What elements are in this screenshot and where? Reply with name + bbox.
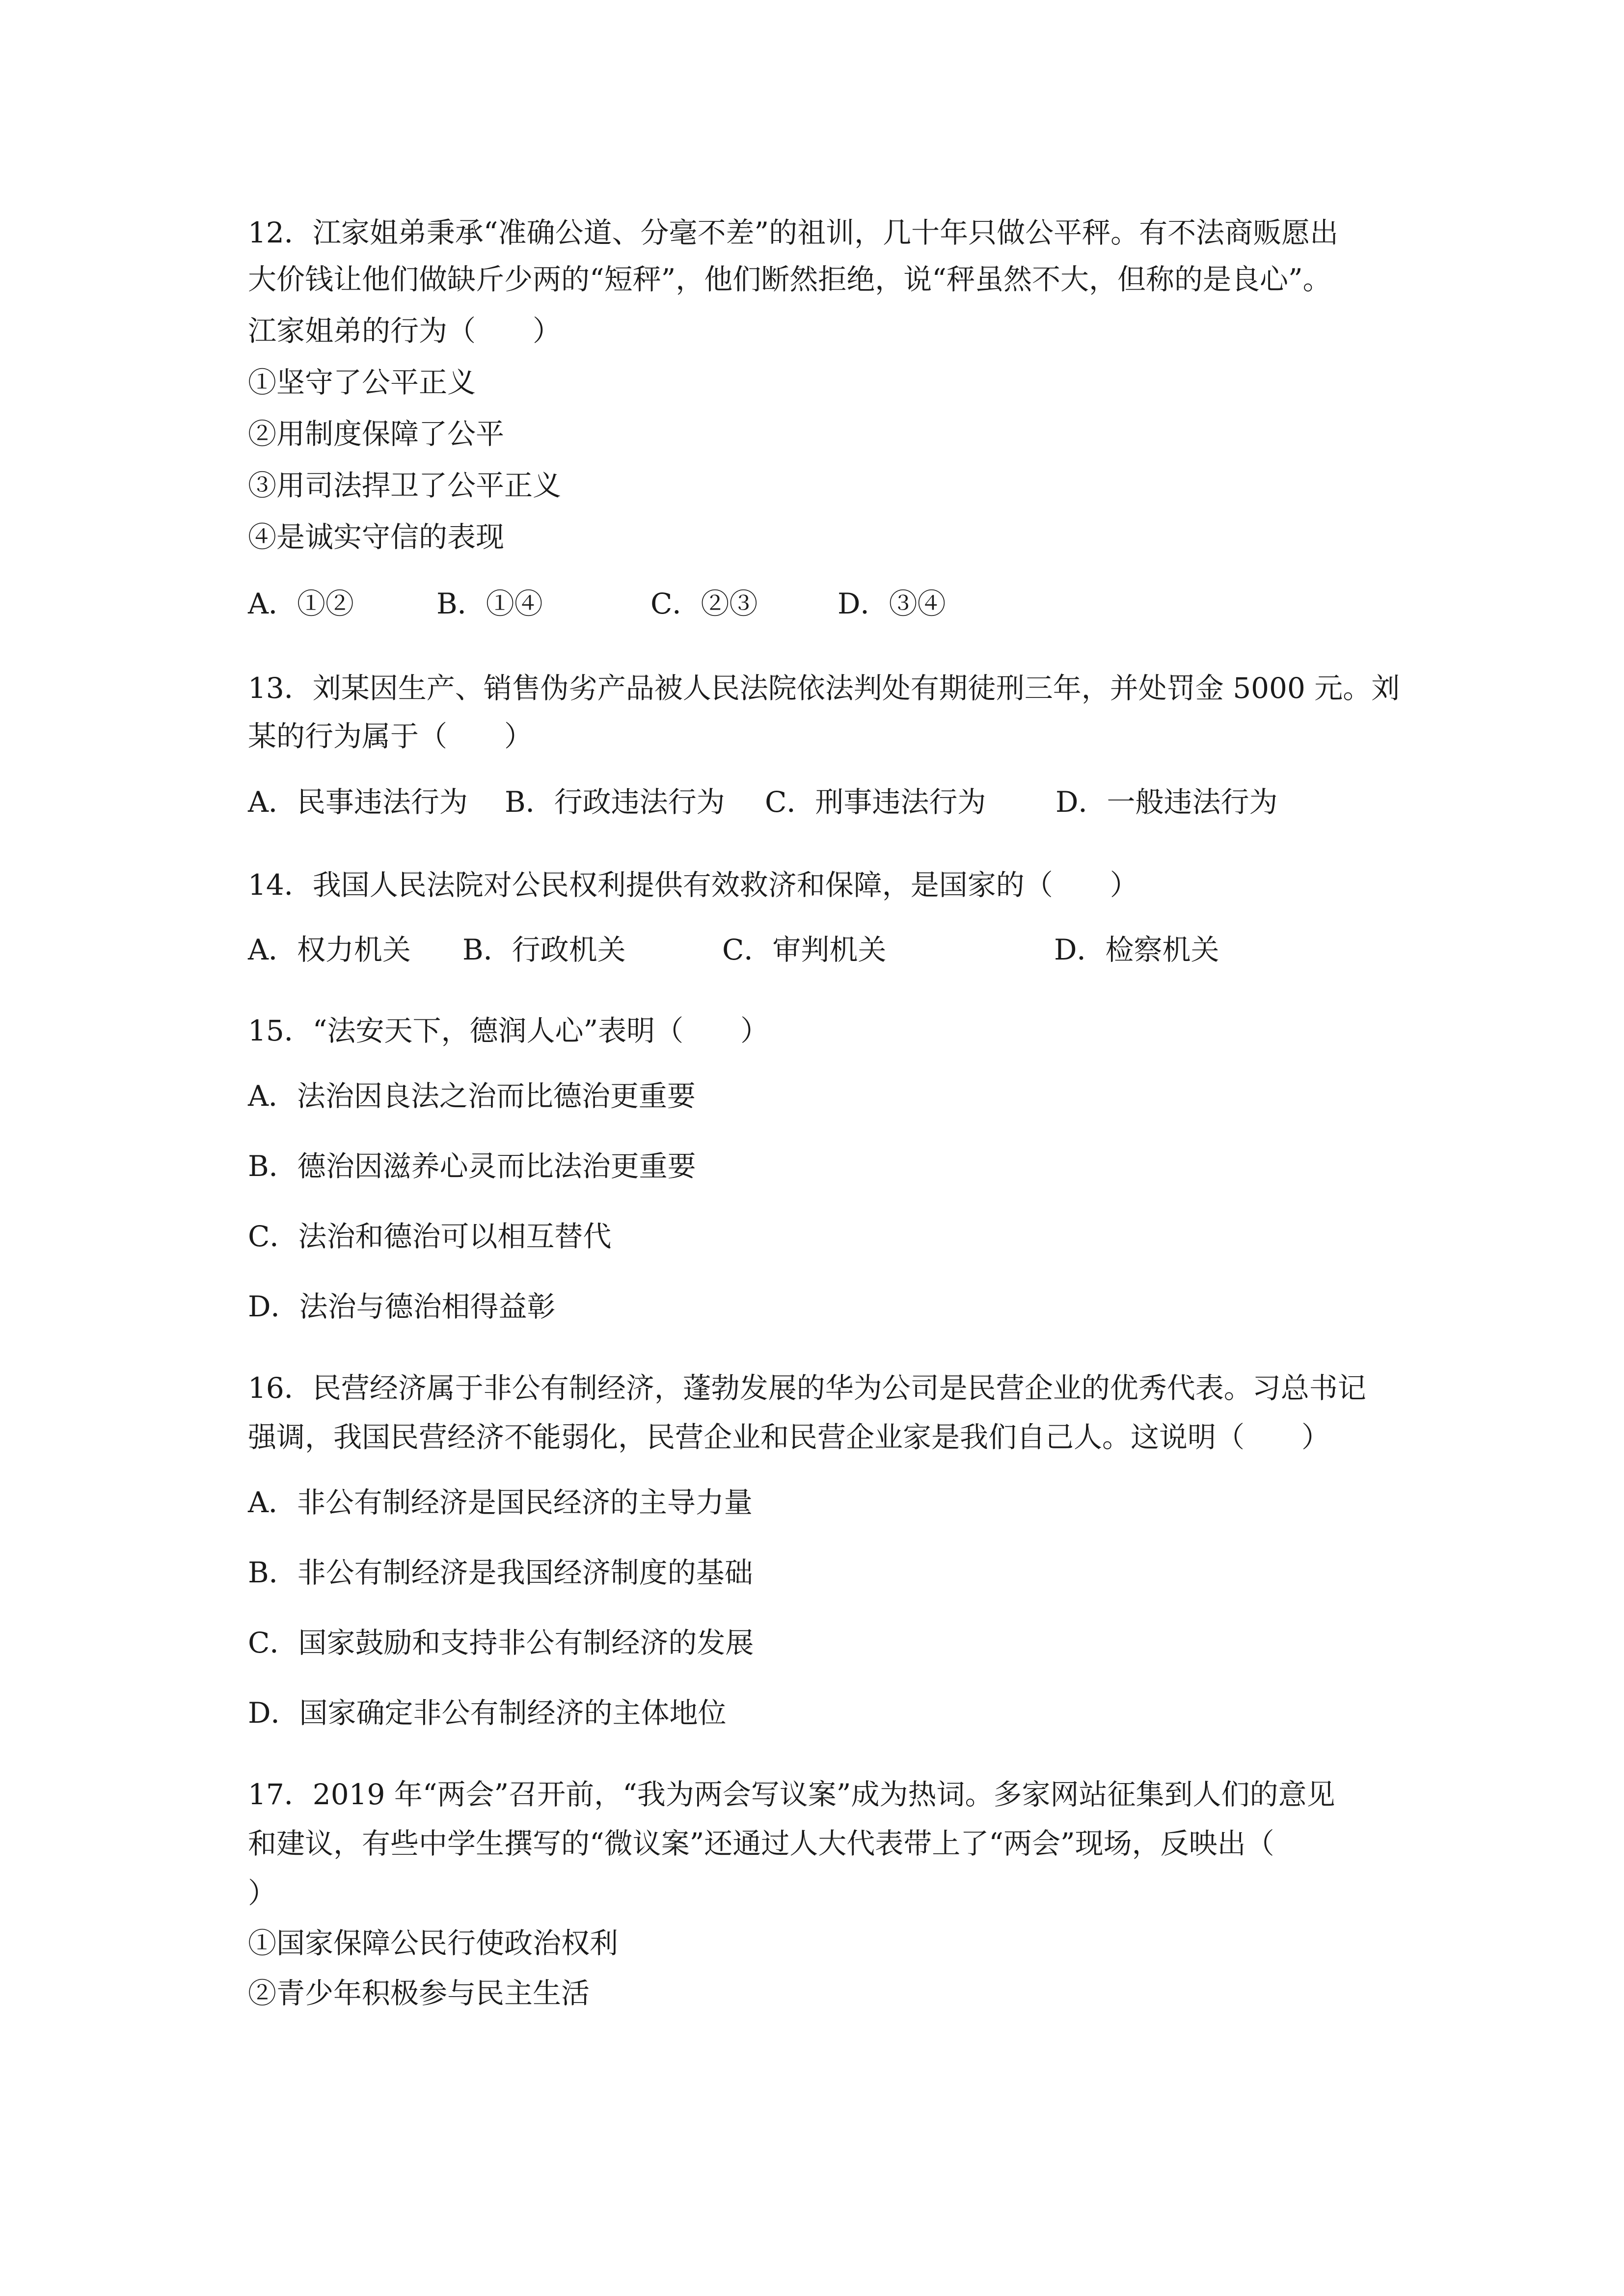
q17-stem-line-3: ）	[248, 1876, 277, 1910]
q13-option-b[interactable]: B．行政违法行为	[505, 785, 725, 819]
q12-option-d[interactable]: D．③④	[838, 587, 946, 620]
q13-option-c[interactable]: C．刑事违法行为	[765, 785, 986, 819]
q15-option-c[interactable]: C．法治和德治可以相互替代	[248, 1220, 612, 1253]
q15-stem-line-1: 15．“法安天下，德润人心”表明（ ）	[248, 1014, 769, 1047]
q12-option-a[interactable]: A．①②	[248, 587, 354, 620]
q17-stem-line-1: 17．2019 年“两会”召开前，“我为两会写议案”成为热词。多家网站征集到人们的意见	[248, 1778, 1335, 1811]
q12-stem-line-1: 12．江家姐弟秉承“准确公道、分毫不差”的祖训，几十年只做公平秤。有不法商贩愿出	[248, 216, 1339, 249]
q15-option-a[interactable]: A．法治因良法之治而比德治更重要	[248, 1079, 696, 1113]
q17-stem-line-2: 和建议，有些中学生撰写的“微议案”还通过人大代表带上了“两会”现场，反映出（	[248, 1827, 1274, 1860]
q12-statement-2: ②用制度保障了公平	[248, 417, 505, 451]
q16-option-c[interactable]: C．国家鼓励和支持非公有制经济的发展	[248, 1626, 754, 1659]
q12-stem-line-2: 大价钱让他们做缺斤少两的“短秤”，他们断然拒绝，说“秤虽然不大，但称的是良心”。	[248, 263, 1331, 296]
q12-stem-line-3: 江家姐弟的行为（ ）	[248, 314, 562, 347]
q16-option-b[interactable]: B．非公有制经济是我国经济制度的基础	[248, 1556, 753, 1589]
q12-option-c[interactable]: C．②③	[650, 587, 758, 620]
q16-stem-line-1: 16．民营经济属于非公有制经济，蓬勃发展的华为公司是民营企业的优秀代表。习总书记	[248, 1371, 1366, 1405]
q12-statement-3: ③用司法捍卫了公平正义	[248, 469, 562, 502]
q13-option-d[interactable]: D．一般违法行为	[1056, 785, 1278, 819]
q12-statement-1: ①坚守了公平正义	[248, 366, 476, 399]
q17-statement-2: ②青少年积极参与民主生活	[248, 1976, 590, 2010]
q15-option-b[interactable]: B．德治因滋养心灵而比法治更重要	[248, 1149, 696, 1183]
q14-option-d[interactable]: D．检察机关	[1054, 933, 1219, 966]
q12-statement-4: ④是诚实守信的表现	[248, 520, 505, 554]
q16-option-d[interactable]: D．国家确定非公有制经济的主体地位	[248, 1696, 727, 1730]
q12-option-b[interactable]: B．①④	[436, 587, 543, 620]
q13-stem-line-1: 13．刘某因生产、销售伪劣产品被人民法院依法判处有期徒刑三年，并处罚金 5000 元。刘	[248, 671, 1400, 705]
q16-stem-line-2: 强调，我国民营经济不能弱化，民营企业和民营企业家是我们自己人。这说明（ ）	[248, 1420, 1330, 1454]
q14-option-c[interactable]: C．审判机关	[722, 933, 887, 966]
q13-stem-line-2: 某的行为属于（ ）	[248, 720, 533, 753]
q14-option-b[interactable]: B．行政机关	[462, 933, 626, 966]
q15-option-d[interactable]: D．法治与德治相得益彰	[248, 1290, 556, 1323]
q17-statement-1: ①国家保障公民行使政治权利	[248, 1926, 619, 1960]
q14-option-a[interactable]: A．权力机关	[248, 933, 411, 966]
q14-stem-line-1: 14．我国人民法院对公民权利提供有效救济和保障，是国家的（ ）	[248, 868, 1138, 902]
q13-option-a[interactable]: A．民事违法行为	[248, 785, 468, 819]
q16-option-a[interactable]: A．非公有制经济是国民经济的主导力量	[248, 1486, 753, 1519]
